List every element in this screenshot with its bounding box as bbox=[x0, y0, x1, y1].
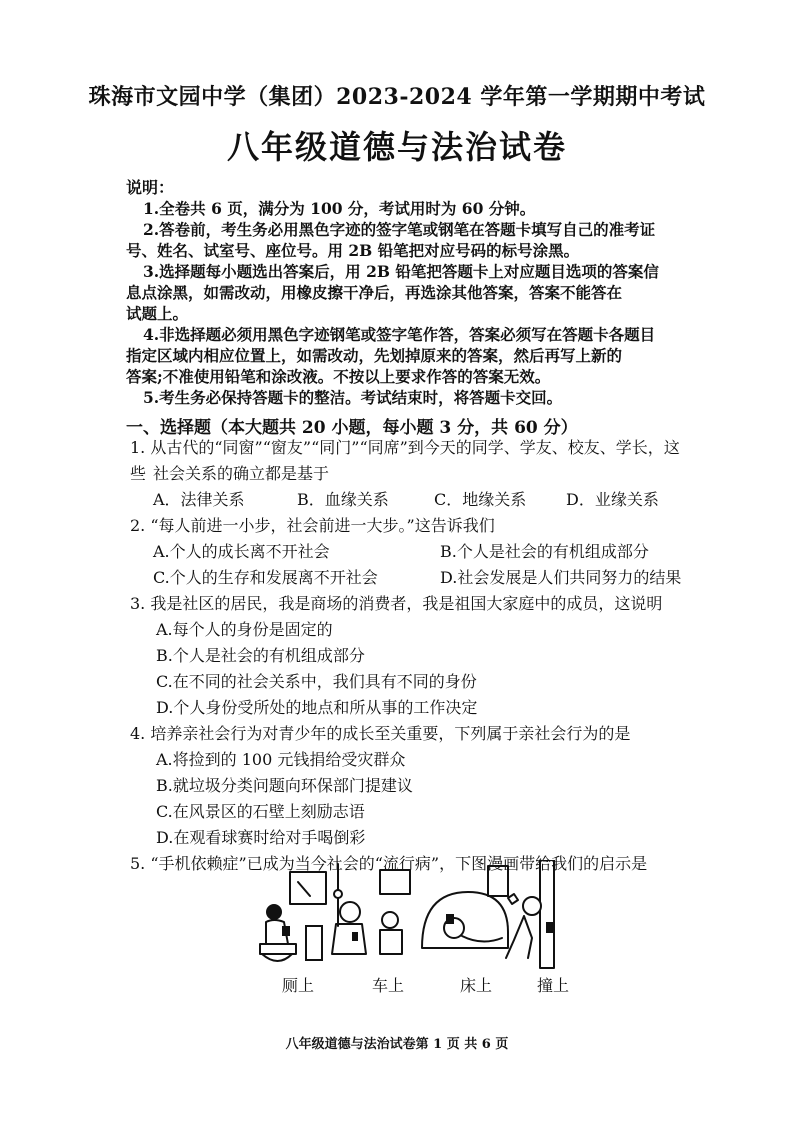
q3-option-c[interactable]: C.在不同的社会关系中，我们具有不同的身份 bbox=[156, 672, 477, 691]
instruction-line-2: 2.答卷前，考生务必用黑色字迹的签字笔或钢笔在答题卡填写自己的准考证 bbox=[143, 220, 656, 239]
question-number: 2. bbox=[130, 516, 146, 535]
q1-option-b[interactable]: B．血缘关系 bbox=[297, 490, 389, 509]
comic-caption-bed: 床上 bbox=[460, 976, 493, 995]
exam-school-heading: 珠海市文园中学（集团）2023-2024 学年第一学期期中考试 bbox=[88, 84, 706, 110]
comic-caption-bus: 车上 bbox=[372, 976, 405, 995]
q3-option-b[interactable]: B.个人是社会的有机组成部分 bbox=[156, 646, 365, 665]
q4-option-b[interactable]: B.就垃圾分类问题向环保部门提建议 bbox=[156, 776, 413, 795]
question-number: 1. bbox=[130, 438, 146, 457]
q2-option-a[interactable]: A.个人的成长离不开社会 bbox=[153, 542, 330, 561]
question-stem-line: 从古代的“同窗”“窗友”“同门”“同席”到今天的同学、学友、校友、学长，这些 bbox=[130, 438, 680, 483]
instruction-line-6: 试题上。 bbox=[126, 304, 189, 323]
question-stem-line: 我是社区的居民，我是商场的消费者，我是祖国大家庭中的成员，这说明 bbox=[150, 594, 663, 613]
comic-panel-toilet bbox=[260, 872, 326, 961]
q4-option-a[interactable]: A.将捡到的 100 元钱捐给受灾群众 bbox=[156, 750, 406, 769]
phone-addiction-comic bbox=[240, 860, 580, 970]
instruction-line-1: 1.全卷共 6 页，满分为 100 分，考试用时为 60 分钟。 bbox=[143, 199, 536, 218]
q4-option-d[interactable]: D.在观看球赛时给对手喝倒彩 bbox=[156, 828, 366, 847]
comic-panel-collision bbox=[506, 860, 554, 968]
q1-option-c[interactable]: C．地缘关系 bbox=[434, 490, 527, 509]
question-3 bbox=[130, 591, 662, 617]
exam-title: 八年级道德与法治试卷 bbox=[226, 128, 567, 166]
question-stem-line: “手机依赖症”已成为当今社会的“流行病”，下图漫画带给我们的启示是 bbox=[150, 854, 648, 873]
question-2 bbox=[130, 513, 495, 539]
comic-panel-bus bbox=[332, 864, 410, 954]
q1-option-d[interactable]: D．业缘关系 bbox=[566, 490, 659, 509]
instruction-line-5: 息点涂黑，如需改动，用橡皮擦干净后，再选涂其他答案，答案不能答在 bbox=[126, 283, 623, 302]
q1-option-a[interactable]: A．法律关系 bbox=[153, 490, 245, 509]
instruction-line-7: 4.非选择题必须用黑色字迹钢笔或签字笔作答，答案必须写在答题卡各题目 bbox=[143, 325, 656, 344]
q2-option-c[interactable]: C.个人的生存和发展离不开社会 bbox=[153, 568, 378, 587]
instruction-line-4: 3.选择题每小题选出答案后，用 2B 铅笔把答题卡上对应题目选项的答案信 bbox=[143, 262, 659, 281]
section-heading-choice: 一、选择题（本大题共 20 小题，每小题 3 分，共 60 分） bbox=[126, 418, 578, 438]
question-stem-line: “每人前进一小步，社会前进一大步。”这告诉我们 bbox=[150, 516, 495, 535]
instruction-line-9: 答案;不准使用铅笔和涂改液。不按以上要求作答的答案无效。 bbox=[126, 367, 551, 386]
comic-caption-collision: 撞上 bbox=[537, 976, 570, 995]
q4-option-c[interactable]: C.在风景区的石壁上刻励志语 bbox=[156, 802, 365, 821]
page-footer: 八年级道德与法治试卷第 1 页 共 6 页 bbox=[285, 1037, 509, 1052]
q3-option-a[interactable]: A.每个人的身份是固定的 bbox=[156, 620, 333, 639]
comic-panel-bed bbox=[422, 866, 508, 948]
question-4 bbox=[130, 721, 630, 747]
q2-option-d[interactable]: D.社会发展是人们共同努力的结果 bbox=[440, 568, 682, 587]
instruction-line-8: 指定区域内相应位置上，如需改动，先划掉原来的答案，然后再写上新的 bbox=[126, 346, 623, 365]
question-number: 5. bbox=[130, 854, 146, 873]
instructions-label: 说明： bbox=[126, 178, 175, 197]
question-1-stem-cont: 社会关系的确立都是基于 bbox=[153, 464, 330, 483]
instruction-line-3: 号、姓名、试室号、座位号。用 2B 铅笔把对应号码的标号涂黑。 bbox=[126, 241, 580, 260]
q3-option-d[interactable]: D.个人身份受所处的地点和所从事的工作决定 bbox=[156, 698, 478, 717]
comic-caption-toilet: 厕上 bbox=[282, 976, 315, 995]
question-number: 4. bbox=[130, 724, 146, 743]
instruction-line-10: 5.考生务必保持答题卡的整洁。考试结束时，将答题卡交回。 bbox=[143, 388, 563, 407]
q2-option-b[interactable]: B.个人是社会的有机组成部分 bbox=[440, 542, 649, 561]
question-stem-line: 培养亲社会行为对青少年的成长至关重要，下列属于亲社会行为的是 bbox=[150, 724, 631, 743]
question-number: 3. bbox=[130, 594, 146, 613]
